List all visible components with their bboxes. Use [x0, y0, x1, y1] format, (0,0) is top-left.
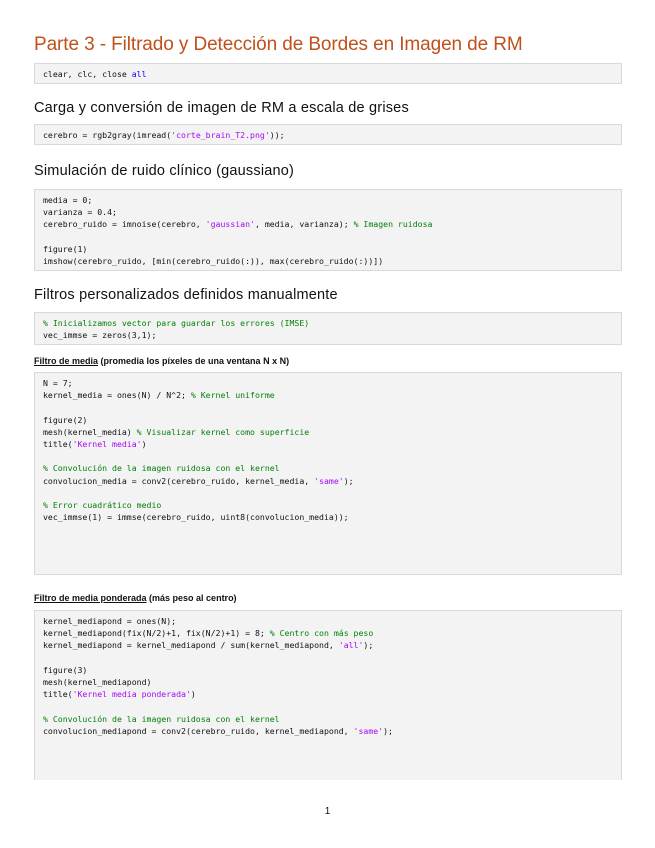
code-line: [43, 389, 613, 401]
code-line: [43, 475, 613, 487]
code-line: [43, 615, 613, 627]
code-line: [43, 688, 613, 700]
code-line: [43, 401, 613, 413]
code-block-load: [34, 124, 622, 145]
code-block-mean-filter: [34, 372, 622, 575]
code-text: varianza = 0.4;: [43, 207, 117, 218]
code-text: convolucion_mediapond = conv2(cerebro_ruido, kernel_mediapond,: [43, 725, 354, 736]
code-line: [43, 737, 613, 749]
code-line: [43, 194, 613, 206]
code-comment: % Convolución de la imagen ruidosa con el kernel: [43, 463, 280, 474]
code-line: [43, 725, 613, 737]
code-text: vec_immse(1) = immse(cerebro_ruido, uint8(convolucion_media));: [43, 512, 349, 523]
code-text: figure(3): [43, 664, 88, 675]
code-text: ): [141, 438, 147, 449]
code-line: [43, 664, 613, 676]
code-block-noise: [34, 189, 622, 271]
page-title: Parte 3 - Filtrado y Detección de Bordes en Imagen de RM: [34, 34, 523, 55]
code-text: title(: [43, 438, 73, 449]
code-text: kernel_media = ones(N) / N^2;: [43, 390, 191, 401]
code-text: clear, clc, close: [43, 69, 132, 79]
code-comment: % Error cuadrático medio: [43, 499, 162, 510]
code-text: figure(2): [43, 414, 88, 425]
heading-mean-filter-link: Filtro de media: [34, 356, 99, 366]
code-line: [43, 627, 613, 639]
heading-weighted-mean-filter: [34, 593, 237, 603]
code-comment: % Kernel uniforme: [190, 390, 275, 401]
code-text: kernel_mediapond = kernel_mediapond / sum(kernel_mediapond,: [43, 640, 339, 651]
heading-noise: Simulación de ruido clínico (gaussiano): [34, 163, 295, 179]
code-line: [43, 218, 613, 230]
code-text: );: [363, 640, 374, 651]
code-text: title(: [43, 689, 73, 700]
code-text: cerebro = rgb2gray(imread(: [43, 130, 172, 140]
code-text: mesh(kernel_media): [43, 426, 137, 437]
code-block-filters: [34, 312, 622, 345]
code-text: vec_immse = zeros(3,1);: [43, 330, 157, 341]
code-line: [43, 676, 613, 688]
code-text: );: [383, 725, 393, 736]
code-text: kernel_mediapond = ones(N);: [43, 616, 177, 626]
code-comment: % Convolución de la imagen ruidosa con el kernel: [43, 713, 280, 724]
code-line: [43, 652, 613, 664]
code-line: [43, 68, 613, 80]
code-string: 'gaussian': [205, 219, 255, 230]
code-text: media = 0;: [43, 195, 93, 205]
code-line: [43, 243, 613, 255]
code-text: ));: [269, 130, 285, 140]
code-string: 'same': [353, 725, 384, 736]
code-block-setup: [34, 63, 622, 84]
code-line: [43, 329, 613, 341]
code-string: 'Kernel media': [72, 438, 142, 449]
code-line: [43, 438, 613, 450]
code-line: [43, 231, 613, 243]
heading-mean-filter: [34, 356, 289, 366]
code-text: convolucion_media = conv2(cerebro_ruido, kernel_media,: [43, 475, 315, 486]
code-text: cerebro_ruido = imnoise(cerebro,: [43, 219, 206, 230]
code-text: );: [343, 475, 354, 486]
code-line: [43, 487, 613, 499]
code-line: [43, 511, 613, 523]
code-line: [43, 499, 613, 511]
code-text: N = 7;: [43, 378, 73, 388]
code-line: [43, 414, 613, 426]
code-line: [43, 206, 613, 218]
code-keyword: all: [131, 69, 147, 79]
heading-load: Carga y conversión de imagen de RM a escala de grises: [34, 100, 409, 116]
code-text: kernel_mediapond(fix(N/2)+1, fix(N/2)+1) = 8;: [43, 628, 270, 639]
code-comment: % Visualizar kernel como superficie: [136, 426, 310, 437]
code-comment: % Imagen ruidosa: [353, 219, 433, 230]
code-line: [43, 129, 613, 141]
heading-weighted-mean-filter-link: Filtro de media ponderada: [34, 593, 147, 603]
code-string: 'all': [338, 640, 364, 651]
code-string: 'same': [314, 475, 344, 486]
heading-filters: Filtros personalizados definidos manualmente: [34, 287, 338, 303]
code-line: [43, 255, 613, 267]
code-line: [43, 450, 613, 462]
code-line: [43, 426, 613, 438]
code-text: ): [190, 689, 196, 700]
code-comment: % Inicializamos vector para guardar los errores (IMSE): [43, 318, 310, 328]
code-text: mesh(kernel_mediapond): [43, 676, 152, 687]
heading-mean-filter-desc: (promedia los píxeles de una ventana N x N): [98, 356, 290, 366]
code-string: 'corte_brain_T2.png': [171, 130, 270, 140]
code-line: [43, 639, 613, 651]
code-line: [43, 317, 613, 329]
code-text: figure(1): [43, 243, 88, 254]
code-line: [43, 700, 613, 712]
page-number: 1: [324, 806, 331, 817]
code-text: imshow(cerebro_ruido, [min(cerebro_ruido(:)), max(cerebro_ruido(:))]): [43, 255, 384, 266]
code-text: , media, varianza);: [254, 219, 354, 230]
code-comment: % Centro con más peso: [269, 628, 374, 639]
code-line: [43, 713, 613, 725]
code-line: [43, 462, 613, 474]
code-block-weighted-mean-filter: [34, 610, 622, 780]
heading-weighted-mean-filter-desc: (más peso al centro): [146, 593, 237, 603]
code-string: 'Kernel media ponderada': [72, 689, 191, 700]
code-line: [43, 377, 613, 389]
